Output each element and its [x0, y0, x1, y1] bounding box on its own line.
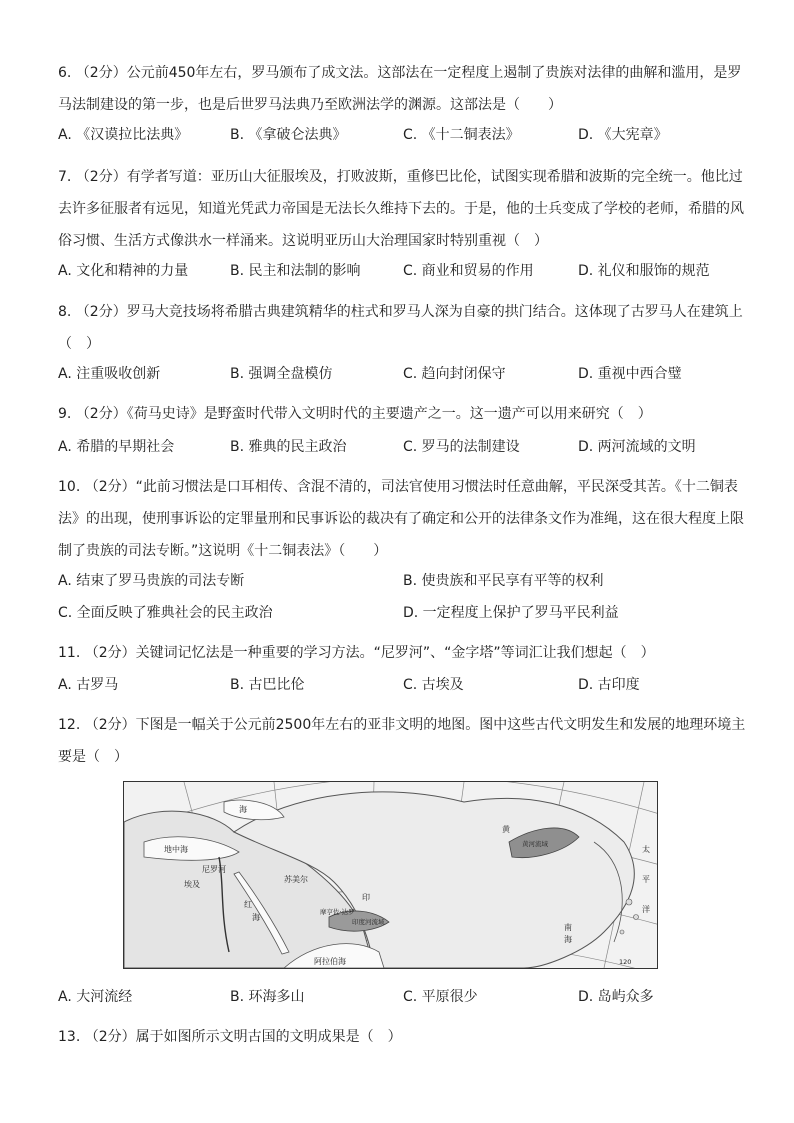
question-9-options: [58, 436, 748, 458]
map-label-longitude-120: 120: [619, 958, 632, 966]
map-label-black-sea: 海: [239, 805, 247, 814]
option-d[interactable]: D. 古印度: [578, 677, 640, 693]
option-c[interactable]: C. 趋向封闭保守: [403, 366, 506, 382]
option-b[interactable]: B. 《拿破仑法典》: [230, 127, 347, 143]
question-8-line1: 8. （2分）罗马大竞技场将希腊古典建筑精华的柱式和罗马人深为自豪的拱门结合。这体现了古罗马人在建筑上: [58, 304, 743, 320]
map-label-south-sea-2: 海: [564, 935, 572, 944]
map-label-yellow-river: 黄河流域: [522, 840, 548, 848]
option-c[interactable]: C. 全面反映了雅典社会的民主政治: [58, 605, 273, 621]
question-9-line1: 9. （2分）《荷马史诗》是野蛮时代带入文明时代的主要遗产之一。这一遗产可以用来研究（ ）: [58, 406, 652, 422]
map-label-pacific-3: 洋: [642, 905, 650, 914]
map-label-south-sea: 南: [564, 923, 572, 932]
map-label-arabian-sea: 阿拉伯海: [314, 957, 346, 966]
question-11-options: [58, 674, 748, 696]
map-label-nile: 尼罗河: [202, 865, 226, 874]
question-7-line3: 俗习惯、生活方式像洪水一样涌来。这说明亚历山大治理国家时特别重视（ ）: [58, 233, 548, 249]
option-b[interactable]: B. 民主和法制的影响: [230, 263, 361, 279]
question-7-line1: 7. （2分）有学者写道：亚历山大征服埃及，打败波斯，重修巴比伦，试图实现希腊和波斯的完全统一。他比过: [58, 169, 743, 185]
question-12-line1: 12. （2分）下图是一幅关于公元前2500年左右的亚非文明的地图。图中这些古代文明发生和发展的地理环境主: [58, 717, 746, 733]
question-6-options: [58, 124, 748, 146]
option-d[interactable]: D. 礼仪和服饰的规范: [578, 263, 710, 279]
option-c[interactable]: C. 古埃及: [403, 677, 464, 693]
question-12-stem: [58, 709, 748, 773]
option-d[interactable]: D. 《大宪章》: [578, 127, 668, 143]
option-c[interactable]: C. 罗马的法制建设: [403, 439, 520, 455]
question-10-options-row2: [58, 602, 748, 624]
question-9-stem: [58, 398, 748, 430]
question-10-line1: 10. （2分）“此前习惯法是口耳相传、含混不清的，司法官使用习惯法时任意曲解，平民深受其苦。《十二铜表: [58, 479, 738, 495]
question-6-line1: 6. （2分）公元前450年左右，罗马颁布了成文法。这部法在一定程度上遏制了贵族对法律的曲解和滥用，是罗: [58, 65, 742, 81]
question-7-stem: [58, 161, 748, 257]
question-6-line2: 马法制建设的第一步，也是后世罗马法典乃至欧洲法学的渊源。这部法是（ ）: [58, 97, 562, 113]
question-13-stem: [58, 1021, 748, 1053]
option-b[interactable]: B. 古巴比伦: [230, 677, 305, 693]
option-a[interactable]: A. 大河流经: [58, 989, 133, 1005]
option-b[interactable]: B. 使贵族和平民享有平等的权利: [403, 573, 604, 589]
question-7-options: [58, 260, 748, 282]
map-label-india: 印: [362, 893, 370, 902]
map-label-red-sea-2: 海: [252, 913, 260, 922]
question-8-line2: （ ）: [58, 336, 100, 352]
question-12-options: [58, 986, 748, 1008]
option-b[interactable]: B. 强调全盘模仿: [230, 366, 333, 382]
question-11-line1: 11. （2分）关键词记忆法是一种重要的学习方法。“尼罗河”、“金字塔”等词汇让我们想起（ ）: [58, 645, 655, 661]
option-a[interactable]: A. 注重吸收创新: [58, 366, 161, 382]
question-10-stem: [58, 471, 748, 567]
question-10-line3: 制了贵族的司法专断。”这说明《十二铜表法》（ ）: [58, 543, 388, 559]
option-b[interactable]: B. 环海多山: [230, 989, 305, 1005]
option-a[interactable]: A. 古罗马: [58, 677, 119, 693]
question-11-stem: [58, 637, 748, 669]
option-c[interactable]: C. 商业和贸易的作用: [403, 263, 534, 279]
option-b[interactable]: B. 雅典的民主政治: [230, 439, 347, 455]
map-label-pacific-2: 平: [642, 875, 650, 884]
option-d[interactable]: D. 一定程度上保护了罗马平民利益: [403, 605, 619, 621]
question-8-options: [58, 363, 748, 385]
question-6-stem: [58, 57, 748, 121]
question-12-line2: 要是（ ）: [58, 749, 128, 765]
option-c[interactable]: C. 平原很少: [403, 989, 478, 1005]
question-10-options-row1: [58, 570, 748, 592]
option-a[interactable]: A. 结束了罗马贵族的司法专断: [58, 573, 245, 589]
option-a[interactable]: A. 希腊的早期社会: [58, 439, 175, 455]
map-label-egypt: 埃及: [184, 880, 200, 889]
map-label-mohenjo-daro: 摩亨佐·达罗: [320, 908, 355, 916]
option-a[interactable]: A. 《汉谟拉比法典》: [58, 127, 189, 143]
map-label-indus: 印度河流域: [352, 918, 385, 926]
map-label-sumer: 苏美尔: [284, 875, 308, 884]
map-label-red-sea: 红: [244, 900, 252, 909]
option-a[interactable]: A. 文化和精神的力量: [58, 263, 189, 279]
option-d[interactable]: D. 重视中西合璧: [578, 366, 682, 382]
option-d[interactable]: D. 两河流域的文明: [578, 439, 696, 455]
ancient-civilizations-map: [123, 781, 658, 969]
map-label-pacific-1: 太: [642, 845, 650, 854]
question-8-stem: [58, 296, 748, 360]
option-c[interactable]: C. 《十二铜表法》: [403, 127, 520, 143]
option-d[interactable]: D. 岛屿众多: [578, 989, 654, 1005]
map-label-yellow: 黄: [502, 825, 510, 834]
question-7-line2: 去许多征服者有远见，知道光凭武力帝国是无法长久维持下去的。于是，他的士兵变成了学校的老师，希腊的风: [58, 201, 744, 217]
question-13-line1: 13. （2分）属于如图所示文明古国的文明成果是（ ）: [58, 1029, 402, 1045]
question-10-line2: 法》的出现，使刑事诉讼的定罪量刑和民事诉讼的裁决有了确定和公开的法律条文作为准绳，这在很大程度上限: [58, 511, 744, 527]
map-label-mediterranean: 地中海: [164, 845, 188, 854]
